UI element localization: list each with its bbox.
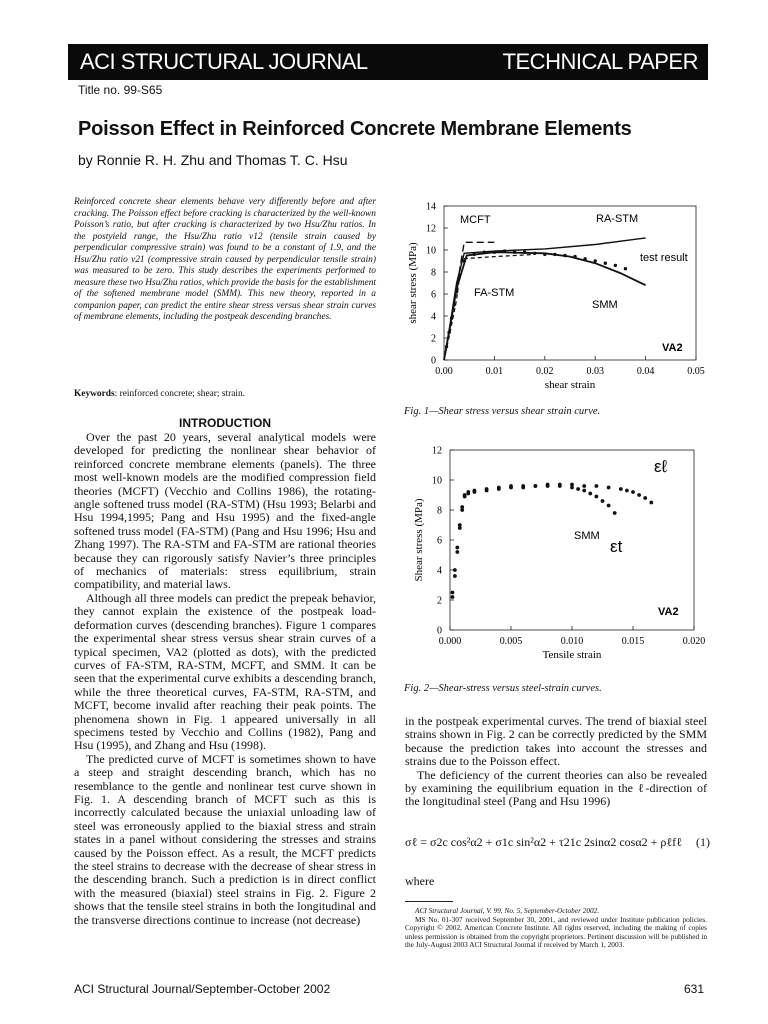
y-tick-label: 8 [431, 267, 436, 279]
footnote-line: MS No. 01-307 received September 30, 2001, and reviewed under Institute publication policies. Copyright © 2002, American Concrete Institute. All rights reserved, including the making of copies unless permission is obtained from the copyright proprietors. Pertinent discussion will be published in the July-August 2003 ACI Structural Journal if received by March 1, 2003. [405, 914, 707, 950]
data-point [607, 486, 611, 490]
y-tick-label: 12 [426, 223, 436, 235]
label-specimen: VA2 [658, 606, 679, 618]
data-point [493, 251, 496, 254]
footnote-rule [405, 901, 453, 902]
figure-1-caption: Fig. 1—Shear stress versus shear strain curve. [404, 406, 601, 417]
y-tick-label: 8 [437, 505, 442, 517]
x-tick-label: 0.01 [485, 366, 504, 377]
data-point [533, 252, 536, 255]
x-tick-label: 0.04 [636, 366, 655, 377]
journal-name: ACI STRUCTURAL JOURNAL [80, 49, 368, 74]
data-point [473, 490, 477, 494]
x-axis-label: Tensile strain [542, 649, 602, 661]
data-point [604, 262, 607, 265]
data-point [619, 487, 623, 491]
y-tick-label: 6 [431, 289, 436, 301]
data-point [594, 259, 597, 262]
data-point [601, 499, 605, 503]
where-text: where [405, 874, 435, 888]
data-point [447, 331, 450, 334]
x-tick-label: 0.000 [438, 636, 462, 647]
y-tick-label: 6 [437, 535, 442, 547]
paper-title: Poisson Effect in Reinforced Concrete Membrane Elements [78, 118, 632, 140]
data-point [503, 249, 506, 252]
paragraph: Over the past 20 years, several analytical models were developed for predicting the nonlinear shear behavior of reinforced concrete membrane elements (panels). The three most well-known models are the modified compression field theories (MCFT) (Vecchio and Collins 1986), the rotating-angle softened truss model (RA-STM) (Hsu 1993; Belarbi and Hsu 1994,1995; Pang and Hsu 1995) and the fixed-angle softened truss model (FA-STM) (Pang and Hsu 1996; Hsu and Zhang 1997). The RA-STM and FA-STM are rational theories because they can rigorously satisfy Navier’s three principles of mechanics of materials: stress equilibrium, strain compatibility, and material laws. [74, 430, 376, 592]
y-tick-label: 12 [432, 445, 442, 457]
data-point [613, 511, 617, 515]
label-smm: SMM [592, 299, 618, 311]
data-point [631, 490, 635, 494]
x-tick-label: 0.02 [536, 366, 554, 377]
data-point [583, 257, 586, 260]
data-point [573, 255, 576, 258]
series-line-mcft [444, 242, 494, 360]
body-text-right [405, 715, 707, 809]
data-point [466, 492, 470, 496]
series-line-fa-stm [444, 254, 535, 360]
keywords-label: Keywords [74, 389, 115, 399]
data-point [624, 267, 627, 270]
y-axis-label: Shear stress (MPa) [413, 498, 425, 582]
body-text-left [74, 431, 376, 927]
paragraph: in the postpeak experimental curves. The trend of biaxial steel strains shown in Fig. 2 can be correctly predicted by the SMM because the prediction takes into account the stresses and strains due to the Poisson effect. [405, 714, 707, 769]
data-point [625, 489, 629, 493]
label-test-result: test result [640, 252, 688, 264]
paper-kind: TECHNICAL PAPER [502, 49, 698, 74]
data-point [553, 253, 556, 256]
equation-number: (1) [696, 835, 710, 849]
label-specimen: VA2 [662, 342, 683, 354]
data-point [534, 484, 538, 488]
x-tick-label: 0.020 [682, 636, 706, 647]
x-tick-label: 0.010 [560, 636, 584, 647]
section-heading-introduction: INTRODUCTION [179, 416, 271, 430]
page-number: 631 [684, 982, 705, 996]
x-axis-label: shear strain [544, 379, 596, 391]
label-ra-stm: RA-STM [596, 213, 639, 225]
y-tick-label: 2 [437, 595, 442, 607]
x-tick-label: 0.05 [687, 366, 705, 377]
figure-2-caption: Fig. 2—Shear-stress versus steel-strain curves. [404, 683, 602, 694]
data-point [450, 317, 453, 320]
data-point [543, 253, 546, 256]
data-point [455, 550, 459, 554]
y-tick-label: 14 [426, 201, 436, 213]
data-point [582, 484, 586, 488]
data-point [643, 496, 647, 500]
data-point [570, 486, 574, 490]
data-point [595, 484, 599, 488]
data-point [563, 254, 566, 257]
data-point [513, 251, 516, 254]
title-number: Title no. 99-S65 [78, 83, 163, 97]
data-point [453, 574, 457, 578]
data-point [607, 504, 611, 508]
authors: by Ronnie R. H. Zhu and Thomas T. C. Hsu [78, 152, 348, 168]
data-point [523, 251, 526, 254]
keywords [74, 389, 376, 399]
data-point [453, 568, 457, 572]
abstract: Reinforced concrete shear elements behave very differently before and after cracking. The Poisson effect before cracking is characterized by the well-known Poisson’s ratio, but after cracking is characterized by two Hsu/Zhu ratios. In the postyield range, the Hsu/Zhu ratio ν12 (tensile strain caused by perpendicular compressive strain) was found to be a constant of 1.9, and the Hsu/Zhu ratio ν21 (compressive strain caused by perpendicular tensile strain) was measured to be zero. This study describes the experiments performed to measure these two Hsu/Zhu ratios, which provide the basis for the establishment of the softened membrane model (SMM). This new theory, reported in a companion paper, can predict the entire shear stress versus shear strain curves of membrane elements, including the postpeak descending branches. [74, 197, 376, 322]
data-point [473, 253, 476, 256]
data-point [582, 489, 586, 493]
y-axis-label: shear stress (MPa) [407, 242, 419, 324]
label-epsilon-l: εℓ [654, 457, 668, 476]
paragraph: Although all three models can predict the prepeak behavior, they cannot explain the existence of the postpeak load-deformation curves (descending branches). Figure 1 compares the experimental shear stress versus shear strain curves of a typical specimen, VA2 (plotted as dots), with the predicted curves of FA-STM, RA-STM, MCFT, and SMM. It can be seen that the experimental curve exhibits a descending branch, while the three theoretical curves, FA-STM, RA-STM, and MCFT, become invalid after reaching their peak points. The phenomena shown in Fig. 1 appeared universally in all specimens tested by Vecchio and Collins (1982), Pang and Hsu (1995), and Zhang and Hsu (1998). [74, 590, 376, 753]
figure-1-chart [400, 196, 712, 402]
journal-header-bar [68, 44, 708, 80]
data-point [614, 264, 617, 267]
data-point [445, 345, 448, 348]
figure-2-chart [400, 440, 712, 678]
footnote-line: ACI Structural Journal, V. 99, No. 5, September-October 2002. [415, 906, 600, 915]
data-point [649, 501, 653, 505]
plot-area-frame [444, 206, 696, 360]
x-tick-label: 0.005 [499, 636, 523, 647]
data-point [483, 251, 486, 254]
equation-body: σℓ = σ2c cos²α2 + σ1c sin²α2 + τ21c 2sinα2 cosα2 + ρℓfℓ [405, 835, 682, 849]
keywords-text: : reinforced concrete; shear; strain. [114, 389, 246, 399]
data-point [576, 487, 580, 491]
data-point [497, 487, 501, 491]
y-tick-label: 4 [431, 311, 436, 323]
data-point [455, 546, 459, 550]
data-point [458, 526, 462, 530]
data-point [460, 508, 464, 512]
data-point [558, 484, 562, 488]
footnote [405, 907, 707, 950]
data-point [509, 486, 513, 490]
data-point [588, 492, 592, 496]
data-point [455, 290, 458, 293]
y-tick-label: 4 [437, 565, 442, 577]
data-point [452, 303, 455, 306]
data-point [546, 484, 550, 488]
y-tick-label: 0 [431, 355, 436, 367]
data-point [457, 276, 460, 279]
data-point [485, 489, 489, 493]
y-tick-label: 0 [437, 625, 442, 637]
paragraph: The deficiency of the current theories can also be revealed by examining the equilibrium equation in the ℓ-direction of the longitudinal steel (Pang and Hsu 1996) [405, 767, 707, 809]
y-tick-label: 10 [432, 475, 442, 487]
data-point [637, 493, 641, 497]
footer-journal: ACI Structural Journal/September-October 2002 [74, 982, 331, 996]
x-tick-label: 0.03 [586, 366, 604, 377]
equation-1 [405, 835, 710, 850]
plot-area-frame [450, 450, 694, 630]
data-point [595, 495, 599, 499]
paragraph: The predicted curve of MCFT is sometimes shown to have a steep and straight descending branch, which has no resemblance to the gentle and nonlinear test curve shown in Fig. 1. A descending branch of MCFT such as this is incorrectly calculated because the uniaxial unloading law of steel was erroneously applied to the biaxial stress and strain states in a panel without considering the stresses and strains caused by the Poisson effect. As a result, the MCFT predicts the steel strains to decrease with the decrease of shear stress in the descending branch. Such a prediction is in direct conflict with the measured (biaxial) steel strains in Fig. 2. Figure 2 shows that the tensile steel strains in both the longitudinal and the transverse directions continue to increase (not decrease) [74, 751, 376, 927]
x-tick-label: 0.015 [621, 636, 645, 647]
data-point [451, 591, 455, 595]
x-tick-label: 0.00 [435, 366, 453, 377]
label-mcft: MCFT [460, 214, 491, 226]
label-fa-stm: FA-STM [474, 287, 515, 299]
data-point [521, 486, 525, 490]
data-point [451, 595, 455, 599]
y-tick-label: 2 [431, 333, 436, 345]
data-point [462, 259, 465, 262]
data-point [463, 495, 467, 499]
label-epsilon-t: εt [610, 537, 623, 556]
label-smm: SMM [574, 530, 600, 542]
y-tick-label: 10 [426, 245, 436, 257]
